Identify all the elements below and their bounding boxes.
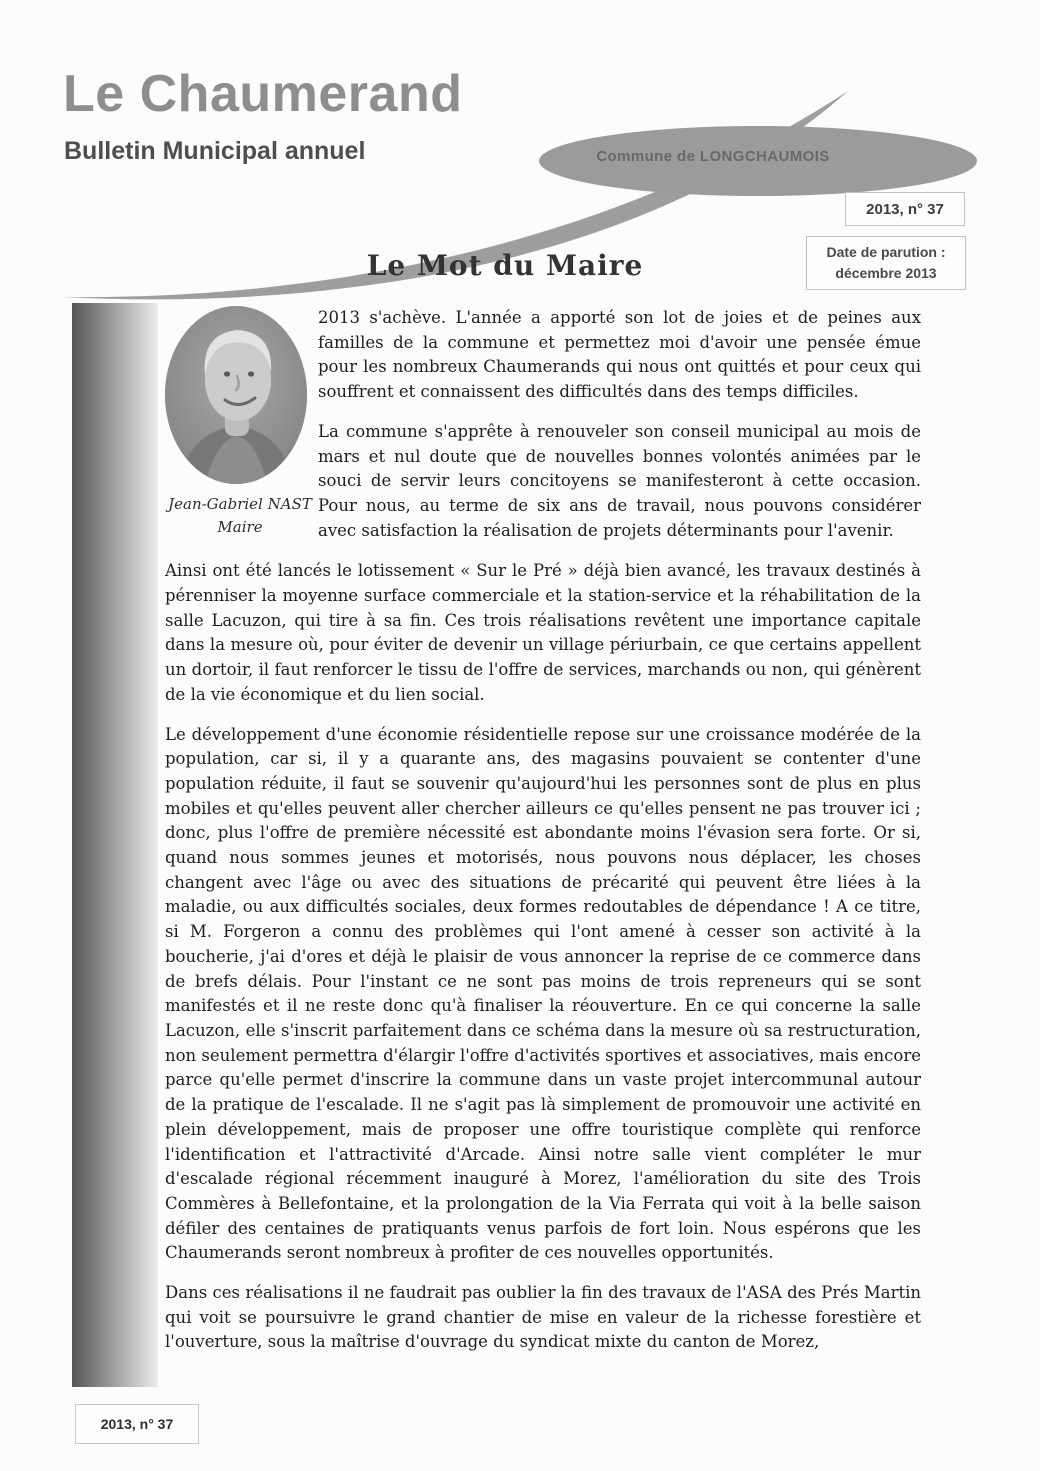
publication-date-label: Date de parution : (826, 244, 946, 260)
photo-caption-name: Jean-Gabriel NAST (168, 495, 312, 513)
paragraph: 2013 s'achève. L'année a apporté son lot de joies et de peines aux familles de la commune et permettez moi d'avoir une pensée émue pour les nombreux Chaumerands qui nous ont quittés et pour ceux qui souffrent et connaissent des difficultés dans des temps difficiles. (318, 308, 921, 402)
publication-date-value: décembre 2013 (835, 265, 937, 281)
photo-caption-role: Maire (217, 517, 263, 536)
footer-issue-label: 2013, n° 37 (100, 1416, 174, 1432)
paragraph: Le développement d'une économie résidentielle repose sur une croissance modérée de la population, car si, il y a quarante ans, des magasins pouvaient se contenter d'une population réduite, il faut se souvenir qu'aujourd'hui les personnes sont de plus en plus mobiles et qu'elles peuvent aller chercher ailleurs ce qu'elles pensent ne pas trouver ici ; donc, plus l'offre de première nécessité est abondante moins l'évasion sera forte. Or si, quand nous sommes jeunes et motorisés, nous pouvons nous déplacer, les choses changent avec l'âge ou avec des situations de précarité qui peuvent être liées à la maladie, ou aux difficultés sociales, deux formes redoutables de dépendance ! A ce titre, si M. Forgeron a connu des problèmes qui l'ont amené à cesser son activité à la boucherie, j'ai d'ores et déjà le plaisir de vous annoncer la reprise de ce commerce dans de brefs délais. Pour l'instant ce ne sont pas moins de trois repreneurs qui se sont manifestés et il ne reste donc qu'à finaliser la réouverture. En ce qui concerne la salle Lacuzon, elle s'inscrit parfaitement dans ce schéma dans la mesure où sa restructuration, non seulement permettra d'élargir l'offre d'activités sportives et associatives, mais encore parce qu'elle permet d'inscrire la commune dans un vaste projet intercommunal autour de la pratique de l'escalade. Il ne s'agit pas là simplement de promouvoir une activité en plein développement, mais de proposer une offre touristique complète qui renforce l'identification et l'attractivité d'Arcade. Ainsi notre salle vient compléter le mur d'escalade régional récemment inauguré à Morez, l'amélioration du site des Trois Commères à Bellefontaine, et la prolongation de la Via Ferrata qui voit à la belle saison défiler des centaines de pratiquants venus parfois de fort loin. Nous espérons que les Chaumerands seront nombreux à profiter de ces nouvelles opportunités. (165, 724, 921, 1263)
paragraph: Dans ces réalisations il ne faudrait pas oublier la fin des travaux de l'ASA des Prés Martin qui voit se poursuivre le grand chantier de mise en valeur de la richesse forestière et l'ouverture, sous la maîtrise d'ouvrage du syndicat mixte du canton de Morez, (165, 1283, 921, 1352)
intro-text-column (318, 306, 921, 558)
issue-number-box (845, 192, 965, 226)
left-gradient-bar (72, 303, 158, 1387)
paragraph: Ainsi ont été lancés le lotissement « Sur le Pré » déjà bien avancé, les travaux destinés à pérenniser la moyenne surface commerciale et la station-service et la réhabilitation de la salle Lacuzon, qui tire à sa fin. Ces trois réalisations revêtent une importance capitale dans la mesure où, pour éviter de devenir un village périurbain, ce que certains appellent un dortoir, il faut renforcer le tissu de l'offre de services, marchands ou non, qui génèrent de la vie économique et du lien social. (165, 561, 921, 704)
masthead-title: Le Chaumerand (63, 65, 463, 123)
paragraph: La commune s'apprête à renouveler son conseil municipal au mois de mars et nul doute que de nouvelles bonnes volontés animées par le souci de servir leurs concitoyens se manifesteront à cette occasion. Pour nous, au terme de six ans de travail, nous pouvons considérer avec satisfaction la réalisation de projets déterminants pour l'avenir. (318, 421, 921, 540)
photo-caption (165, 493, 315, 538)
article-content (165, 306, 921, 1370)
body-section (165, 559, 921, 1355)
article-heading: Le Mot du Maire (366, 249, 644, 282)
mayor-photo (165, 306, 307, 484)
mayor-photo-column (165, 306, 318, 558)
publication-date-box (806, 236, 966, 290)
commune-badge-label: Commune de LONGCHAUMOIS (596, 148, 830, 165)
masthead-subtitle: Bulletin Municipal annuel (64, 137, 366, 165)
intro-section (165, 306, 921, 558)
footer-issue-box (75, 1404, 199, 1444)
mayor-portrait-illustration (165, 306, 307, 484)
issue-number-label: 2013, n° 37 (866, 200, 944, 218)
